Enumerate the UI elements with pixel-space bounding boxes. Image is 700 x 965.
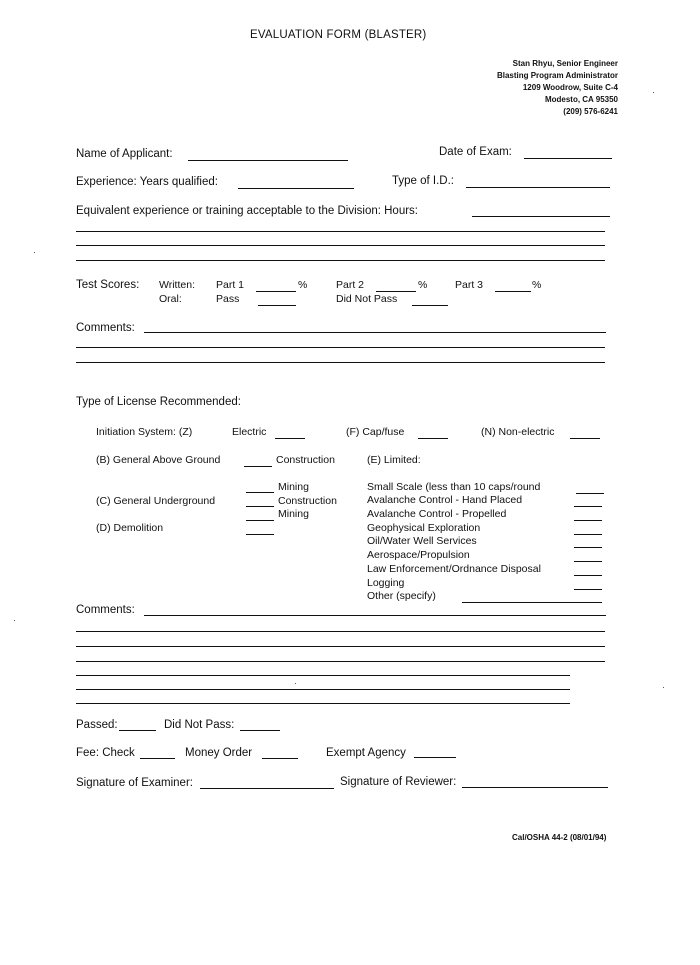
part3-label: Part 3 [455,279,484,291]
address-phone: (209) 576-6241 [563,107,618,116]
limited-item-oil-water: Oil/Water Well Services [367,535,477,547]
address-city: Modesto, CA 95350 [544,95,618,104]
limited-item-geophysical-field[interactable] [574,534,602,535]
part1-score-field[interactable] [256,291,296,292]
electric-label: Electric [232,426,267,438]
fee-check-label: Fee: Check [76,747,135,759]
limited-item-logging-field[interactable] [574,589,602,590]
demolition-label: (D) Demolition [96,522,164,534]
limited-item-aerospace-field[interactable] [574,561,602,562]
underground-mining-field[interactable] [246,492,274,493]
id-type-field[interactable] [466,187,610,188]
electric-field[interactable] [275,438,305,439]
limited-item-aerospace: Aerospace/Propulsion [367,549,470,561]
limited-item-logging: Logging [367,577,405,589]
comments-2-line-1[interactable] [144,615,606,616]
limited-item-geophysical: Geophysical Exploration [367,522,481,534]
limited-label: (E) Limited: [367,454,421,466]
limited-item-small-scale: Small Scale (less than 10 caps/round [367,481,541,493]
written-label: Written: [159,279,195,291]
comments-2-line-2[interactable] [76,631,605,632]
passed-label: Passed: [76,719,118,731]
part1-label: Part 1 [216,279,245,291]
exempt-agency-label: Exempt Agency [326,747,406,759]
address-title: Blasting Program Administrator [496,71,618,80]
comments-2-line-3[interactable] [76,646,605,647]
scan-speck [295,683,296,684]
applicant-name-field[interactable] [188,160,348,161]
cap-fuse-field[interactable] [418,438,448,439]
fee-check-field[interactable] [140,758,175,759]
limited-item-avalanche-hand: Avalanche Control - Hand Placed [367,494,523,506]
oral-did-not-pass-label: Did Not Pass [336,293,398,305]
comments-2-line-5[interactable] [76,675,570,676]
exempt-agency-field[interactable] [414,757,456,758]
part2-percent: % [418,279,428,291]
passed-field[interactable] [119,730,156,731]
money-order-field[interactable] [262,758,298,759]
exam-date-label: Date of Exam: [439,146,512,158]
equivalent-line-3[interactable] [76,260,605,261]
limited-item-other: Other (specify) [367,590,436,602]
reviewer-signature-field[interactable] [462,787,608,788]
equivalent-line-2[interactable] [76,245,605,246]
comments-1-line-1[interactable] [144,332,606,333]
limited-item-oil-water-field[interactable] [574,547,602,548]
experience-years-field[interactable] [238,188,354,189]
limited-item-law-enforcement: Law Enforcement/Ordnance Disposal [367,563,541,575]
part2-score-field[interactable] [376,291,416,292]
oral-label: Oral: [159,293,182,305]
equivalent-line-1[interactable] [76,231,605,232]
part3-score-field[interactable] [495,291,531,292]
scan-speck [34,252,35,253]
limited-item-avalanche-hand-field[interactable] [574,506,602,507]
reviewer-signature-label: Signature of Reviewer: [340,776,457,788]
test-scores-label: Test Scores: [76,279,140,291]
oral-pass-field[interactable] [258,305,296,306]
underground-construction-field[interactable] [246,506,274,507]
above-ground-construction-label: Construction [276,454,335,466]
form-code: Cal/OSHA 44-2 (08/01/94) [512,833,607,842]
general-above-ground-field[interactable] [244,466,272,467]
equivalent-experience-label: Equivalent experience or training acceptable to the Division: Hours: [76,205,418,217]
scan-speck [14,620,15,621]
address-street: 1209 Woodrow, Suite C-4 [522,83,618,92]
oral-pass-label: Pass [216,293,240,305]
comments-label-2: Comments: [76,604,135,616]
limited-item-law-enforcement-field[interactable] [574,575,602,576]
comments-label-1: Comments: [76,322,135,334]
initiation-system-label: Initiation System: (Z) [96,426,193,438]
scan-speck [663,687,664,688]
demolition-field[interactable] [246,534,274,535]
applicant-name-label: Name of Applicant: [76,148,173,160]
comments-1-line-3[interactable] [76,362,605,363]
limited-item-small-scale-field[interactable] [576,493,604,494]
general-above-ground-label: (B) General Above Ground [96,454,221,466]
underground-mining-label-2: Mining [278,508,309,520]
limited-item-avalanche-propelled: Avalanche Control - Propelled [367,508,507,520]
comments-2-line-4[interactable] [76,661,605,662]
underground-mining-label: Mining [278,481,309,493]
part1-percent: % [298,279,308,291]
experience-label: Experience: Years qualified: [76,176,218,188]
non-electric-label: (N) Non-electric [481,426,555,438]
examiner-signature-field[interactable] [200,788,334,789]
id-type-label: Type of I.D.: [392,175,454,187]
underground-construction-label: Construction [278,495,337,507]
address-name: Stan Rhyu, Senior Engineer [512,59,618,68]
form-title: EVALUATION FORM (BLASTER) [250,29,427,41]
did-not-pass-label: Did Not Pass: [164,719,235,731]
comments-2-line-7[interactable] [76,703,570,704]
cap-fuse-label: (F) Cap/fuse [346,426,405,438]
underground-mining-field-2[interactable] [246,520,274,521]
part2-label: Part 2 [336,279,365,291]
license-heading: Type of License Recommended: [76,396,241,408]
comments-1-line-2[interactable] [76,347,605,348]
equivalent-hours-field[interactable] [472,216,610,217]
scan-speck [653,92,654,93]
limited-item-avalanche-propelled-field[interactable] [574,520,602,521]
oral-did-not-pass-field[interactable] [412,305,448,306]
examiner-signature-label: Signature of Examiner: [76,777,193,789]
part3-percent: % [532,279,542,291]
did-not-pass-field[interactable] [240,730,280,731]
non-electric-field[interactable] [570,438,600,439]
money-order-label: Money Order [185,747,253,759]
comments-2-line-6[interactable] [76,689,570,690]
exam-date-field[interactable] [524,158,612,159]
general-underground-label: (C) General Underground [96,495,216,507]
limited-item-other-field[interactable] [462,602,602,603]
